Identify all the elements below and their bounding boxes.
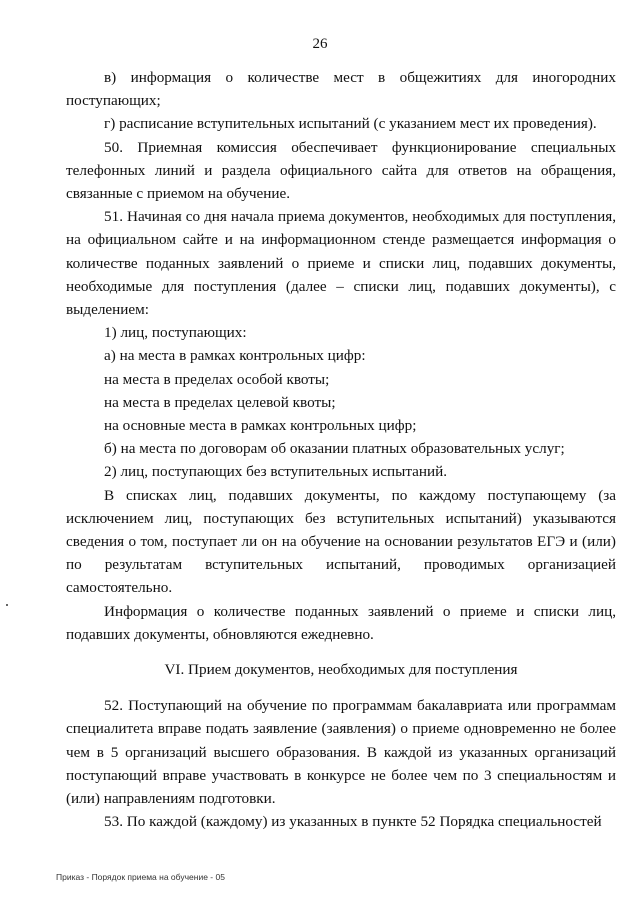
paragraph-52: 52. Поступающий на обучение по программам бакалавриата или программам специалитета вправе подать заявление (заявления) о приеме одновременно не более чем в 5 организаций высшего образования. В каждой из указанных организаций поступающий вправе участвовать в конкурсе не более чем по 3 специальностям и (или) направлениям подготовки. <box>66 697 616 808</box>
paragraph-50: 50. Приемная комиссия обеспечивает функционирование специальных телефонных линий и раздела официального сайта для ответов на обращения, связанные с приемом на обучение. <box>66 138 616 203</box>
document-body <box>66 66 616 834</box>
paragraph-51: 51. Начиная со дня начала приема документов, необходимых для поступления, на официальном сайте и на информационном стенде размещается информация о количестве поданных заявлений о приеме и списки лиц, подавших документы, необходимые для поступления (далее – списки лиц, подавших документы), с выделением: <box>66 208 616 319</box>
list-item-1: 1) лиц, поступающих: <box>104 324 247 342</box>
list-item-2: 2) лиц, поступающих без вступительных испытаний. <box>104 463 448 481</box>
list-item-target-quota: на места в пределах целевой квоты; <box>104 393 336 411</box>
page-number: 26 <box>312 36 328 52</box>
paragraph-53: 53. По каждой (каждому) из указанных в пункте 52 Порядка специальностей <box>104 813 602 831</box>
paragraph-g-schedule: г) расписание вступительных испытаний (с указанием мест их проведения). <box>104 115 597 133</box>
list-item-main-places: на основные места в рамках контрольных цифр; <box>104 417 417 435</box>
list-item-b: б) на места по договорам об оказании платных образовательных услуг; <box>104 440 565 458</box>
page-footer: Приказ - Порядок приема на обучение - 05 <box>56 872 225 882</box>
scan-edge-mark <box>6 604 8 606</box>
paragraph-v-dormitory: в) информация о количестве мест в общежитиях для иногородних поступающих; <box>66 69 616 110</box>
list-item-a: а) на места в рамках контрольных цифр: <box>104 347 366 365</box>
paragraph-daily-update: Информация о количестве поданных заявлений о приеме и списки лиц, подавших документы, обновляются ежедневно. <box>66 602 616 643</box>
section-heading: VI. Прием документов, необходимых для поступления <box>164 661 518 679</box>
list-item-special-quota: на места в пределах особой квоты; <box>104 370 330 388</box>
paragraph-lists-details: В списках лиц, подавших документы, по каждому поступающему (за исключением лиц, поступающих без вступительных испытаний) указываются сведения о том, поступает ли он на обучение на основании результатов ЕГЭ и (или) по результатам вступительных испытаний, проводимых организацией самостоятельно. <box>66 486 616 597</box>
